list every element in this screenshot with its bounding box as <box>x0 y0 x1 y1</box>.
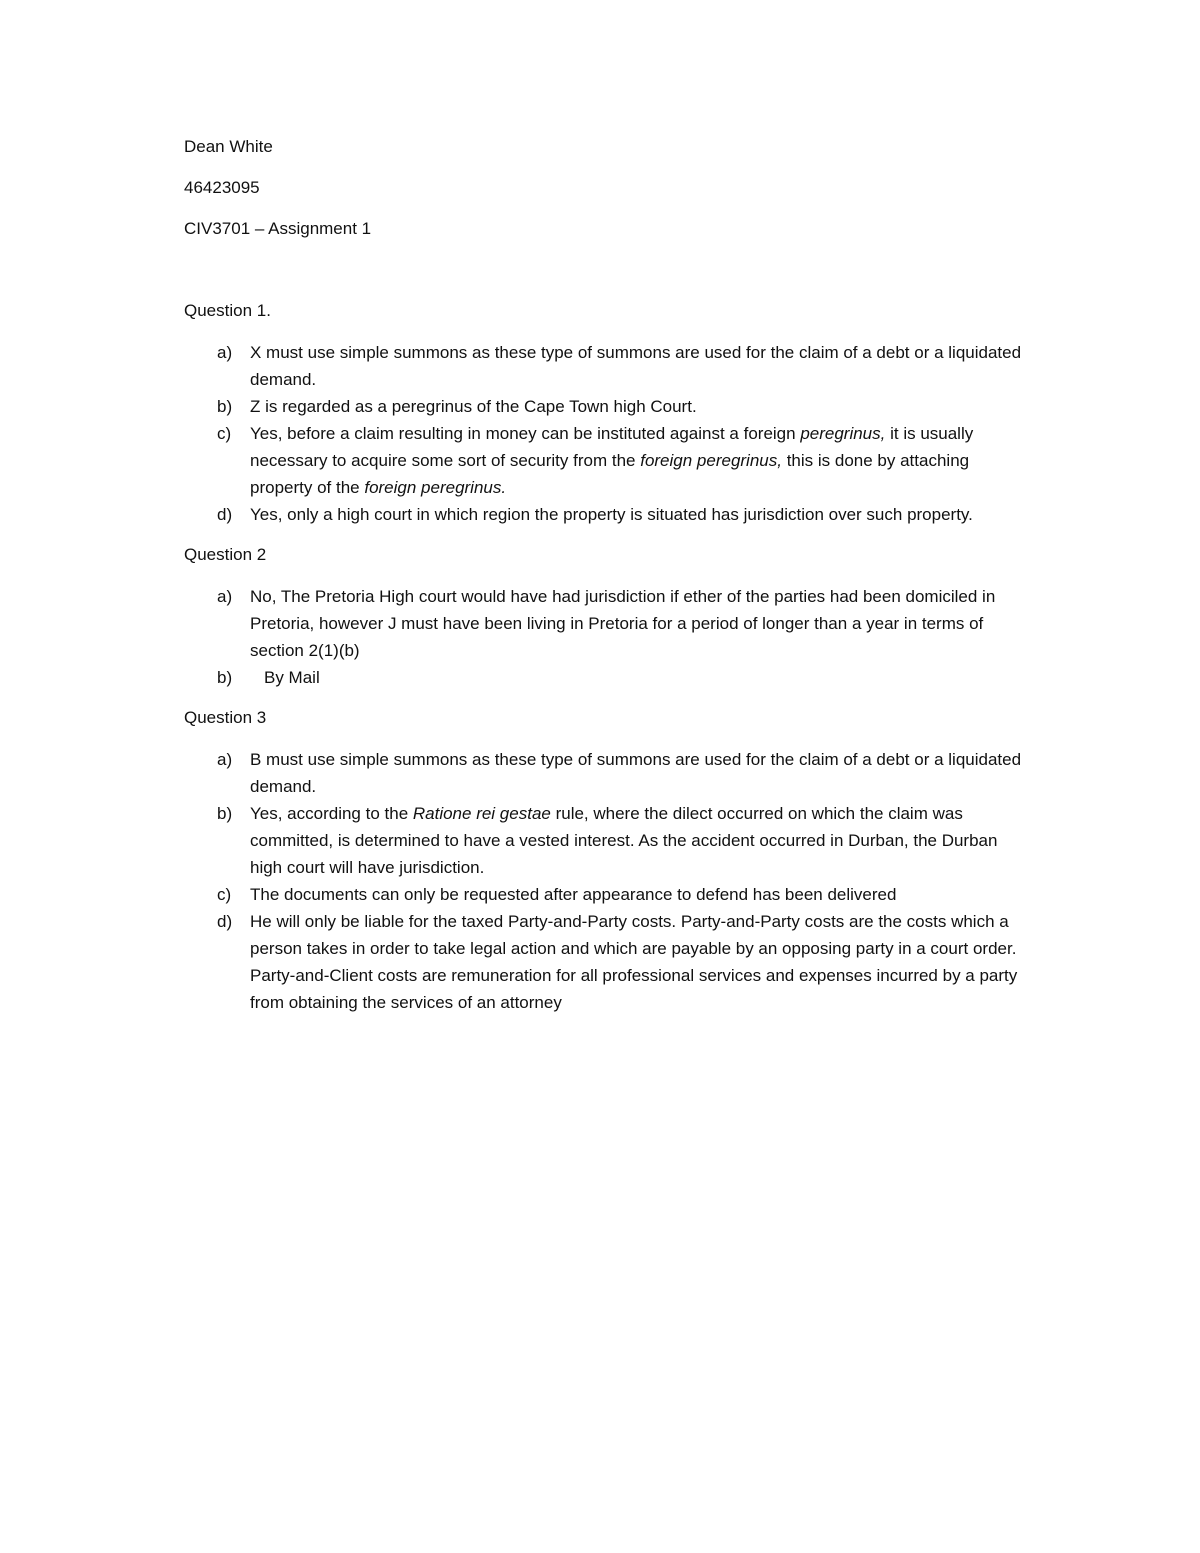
student-number: 46423095 <box>184 178 260 197</box>
author-name: Dean White <box>184 137 273 156</box>
text-run: Yes, according to the <box>250 804 413 823</box>
text-run: Yes, before a claim resulting in money can be instituted against a foreign <box>250 424 801 443</box>
text-run: it is usually necessary to acquire some sort of security from the <box>250 424 974 470</box>
answer-text <box>250 424 973 497</box>
question-1-heading: Question 1. <box>184 301 271 320</box>
answer-item <box>184 664 1024 691</box>
item-marker: b) <box>217 397 233 416</box>
answer-item <box>184 583 1024 664</box>
answer-item <box>184 420 1024 501</box>
answer-text: The documents can only be requested after appearance to defend has been delivered <box>250 885 897 904</box>
answer-text: He will only be liable for the taxed Party-and-Party costs. Party-and-Party costs are the costs which a person takes in order to take legal action and which are payable by an opposing party in a court order. Party-and-Client costs are remuneration for all professional services and expenses incurred by a party from obtaining the services of an attorney <box>250 912 1018 1012</box>
answer-item <box>184 393 1024 420</box>
answer-item <box>184 501 1024 528</box>
assignment-title: CIV3701 – Assignment 1 <box>184 219 372 238</box>
item-marker: a) <box>217 587 233 606</box>
italic-term: peregrinus, <box>800 424 886 443</box>
document-body <box>184 133 1024 1029</box>
item-marker: c) <box>217 885 232 904</box>
text-run: rule, where the dilect occurred on which the claim was committed, is determined to have a vested interest. As the accident occurred in Durban, the Durban high court will have jurisdiction. <box>250 804 998 877</box>
answer-item <box>184 881 1024 908</box>
question-2-answers <box>184 583 1024 691</box>
answer-text: X must use simple summons as these type of summons are used for the claim of a debt or a liquidated demand. <box>250 343 1022 389</box>
answer-text: By Mail <box>264 668 320 687</box>
item-marker: a) <box>217 750 233 769</box>
blank-line <box>184 256 1024 297</box>
italic-term: Ratione rei gestae <box>412 804 551 823</box>
answer-text: B must use simple summons as these type of summons are used for the claim of a debt or a liquidated demand. <box>250 750 1022 796</box>
item-marker: c) <box>217 424 232 443</box>
text-run: this is done by attaching property of the <box>250 451 970 497</box>
item-marker: b) <box>217 804 233 823</box>
item-marker: d) <box>217 912 233 931</box>
answer-item <box>184 339 1024 393</box>
question-3-answers <box>184 746 1024 1016</box>
question-2-heading: Question 2 <box>184 545 267 564</box>
answer-text: Yes, only a high court in which region the property is situated has jurisdiction over such property. <box>250 505 973 524</box>
answer-text: Z is regarded as a peregrinus of the Cape Town high Court. <box>250 397 697 416</box>
answer-text <box>250 804 997 877</box>
item-marker: b) <box>217 668 233 687</box>
item-marker: a) <box>217 343 233 362</box>
answer-item <box>184 908 1024 1016</box>
item-marker: d) <box>217 505 233 524</box>
answer-item <box>184 800 1024 881</box>
question-3-heading: Question 3 <box>184 708 267 727</box>
answer-text: No, The Pretoria High court would have had jurisdiction if ether of the parties had been domiciled in Pretoria, however J must have been living in Pretoria for a period of longer than a year in terms of section 2(1)(b) <box>250 587 996 660</box>
answer-item <box>184 746 1024 800</box>
italic-term: foreign peregrinus. <box>364 478 507 497</box>
italic-term: foreign peregrinus, <box>640 451 782 470</box>
question-1-answers <box>184 339 1024 528</box>
